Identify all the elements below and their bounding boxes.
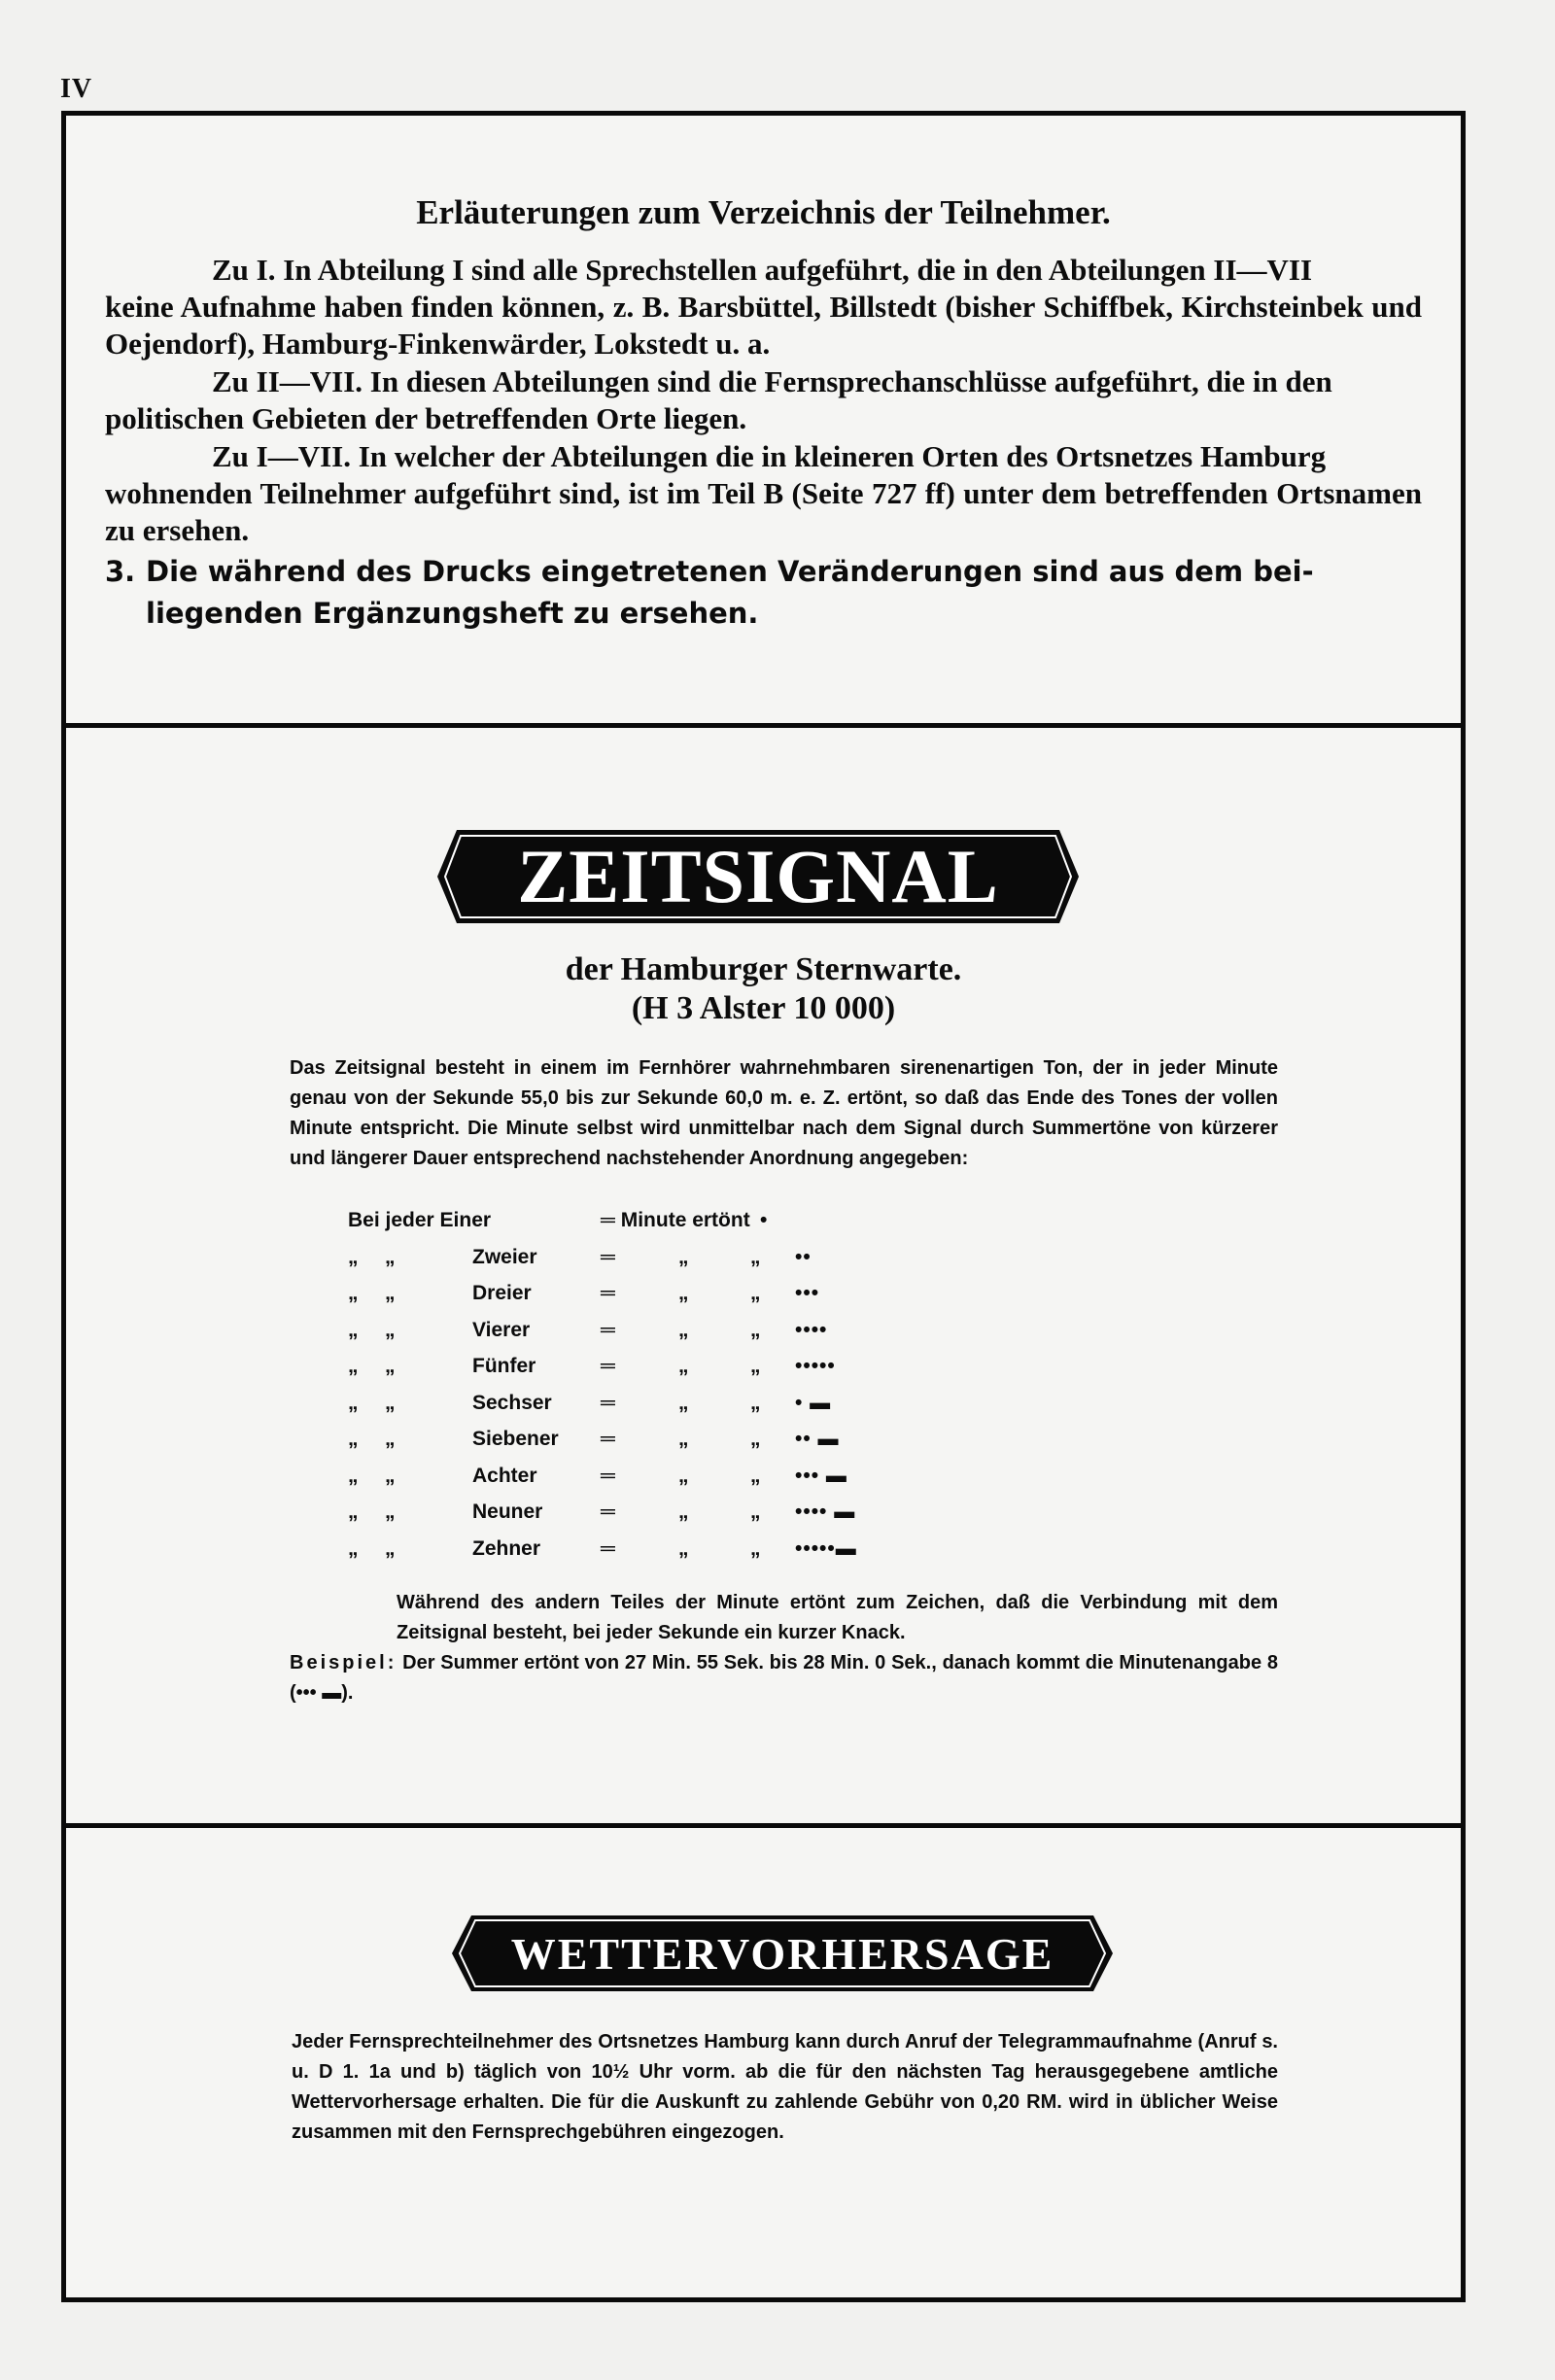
signal-row-ditto: „ xyxy=(678,1428,689,1450)
wettervorhersage-banner-text: WETTERVORHERSAGE xyxy=(510,1928,1054,1979)
signal-row-ditto: „ xyxy=(750,1536,761,1560)
supplement-note-line2: liegenden Ergänzungsheft zu ersehen. xyxy=(146,597,759,630)
paragraph-zu-i-vii-lead: Zu I—VII. In welcher der Abteilungen die in kleineren Orten des Ortsnetzes Hamburg xyxy=(212,439,1327,473)
signal-row-name: Sechser xyxy=(472,1391,552,1414)
paragraph-zu-i-vii-rest: wohnenden Teilnehmer aufgeführt sind, ist im Teil B (Seite 727 ff) unter dem betreffenden Ortsnamen zu ersehen. xyxy=(105,476,1422,547)
signal-row-signal: • xyxy=(760,1209,769,1231)
signal-row-ditto: „ xyxy=(678,1355,689,1377)
signal-row-ditto: „ xyxy=(678,1318,689,1341)
paragraph-zu-i-lead: Zu I. In Abteilung I sind alle Sprechstellen aufgeführt, die in den Abteilungen II—VII xyxy=(212,253,1313,287)
zeitsignal-intro: Das Zeitsignal besteht in einem im Fernhörer wahrnehmbaren sirenenartigen Ton, der in jeder Minute genau von der Sekunde 55,0 bis zur Sekunde 60,0 m. e. Z. ertönt, so daß das Ende des Tones der vollen Minute entspricht. Die Minute selbst wird unmittelbar nach dem Signal durch Summertöne von kürzerer und längerer Dauer entsprechend nachstehender Anordnung angegeben: xyxy=(290,1057,1278,1169)
zeitsignal-section xyxy=(66,723,1461,1828)
signal-row-ditto: „ xyxy=(385,1500,396,1523)
zeitsignal-banner-text: ZEITSIGNAL xyxy=(517,834,999,918)
signal-row-ditto: „ xyxy=(750,1282,761,1304)
signal-row-ditto: „ xyxy=(348,1500,359,1523)
signal-row-ditto: „ xyxy=(385,1355,396,1377)
signal-row-ditto: „ xyxy=(385,1464,396,1487)
signal-row-ditto: „ xyxy=(750,1500,761,1523)
signal-row-signal: ••••• xyxy=(795,1355,836,1377)
signal-row-name: Vierer xyxy=(472,1318,531,1341)
signal-row-ditto: „ xyxy=(385,1245,396,1268)
signal-row-ditto: „ xyxy=(750,1318,761,1341)
signal-row-ditto: „ xyxy=(750,1391,761,1414)
signal-row-ditto: „ xyxy=(348,1464,359,1487)
signal-row-name: Zweier xyxy=(472,1245,537,1268)
signal-row-equals: ═ Minute ertönt xyxy=(601,1209,750,1231)
signal-row-signal: ••• xyxy=(795,1282,820,1304)
signal-row-signal: ••• ▬ xyxy=(795,1464,847,1487)
zeitsignal-outro-text: Während des andern Teiles der Minute ertönt zum Zeichen, daß die Verbindung mit dem Zeitsignal besteht, bei jeder Sekunde ein kurzer Knack. xyxy=(397,1592,1278,1643)
signal-row-ditto: „ xyxy=(348,1282,359,1304)
signal-row-name: Dreier xyxy=(472,1282,532,1304)
zeitsignal-subtitle: der Hamburger Sternwarte. xyxy=(565,951,962,987)
signal-row-signal: •••• xyxy=(795,1318,828,1341)
supplement-note-line1: Die während des Drucks eingetretenen Veränderungen sind aus dem bei- xyxy=(146,555,1314,588)
supplement-note xyxy=(105,551,1422,635)
signal-row-signal: • ▬ xyxy=(795,1391,832,1414)
signal-row-equals: ═ xyxy=(601,1355,615,1377)
zeitsignal-example xyxy=(290,1648,1278,1708)
paragraph-zu-ii-vii-rest: politischen Gebieten der betreffenden Orte liegen. xyxy=(105,401,747,435)
paragraph-zu-i xyxy=(105,252,1422,362)
signal-row-name: Siebener xyxy=(472,1428,559,1450)
paragraph-zu-ii-vii xyxy=(105,363,1422,437)
signal-row-ditto: „ xyxy=(385,1282,396,1304)
signal-row-name: Neuner xyxy=(472,1500,543,1523)
wettervorhersage-banner xyxy=(452,1915,1113,1991)
signal-row-ditto: „ xyxy=(348,1536,359,1560)
zeitsignal-banner xyxy=(437,830,1079,923)
explanations-section xyxy=(66,116,1461,723)
signal-row-signal: •• ▬ xyxy=(795,1428,840,1450)
wettervorhersage-section xyxy=(66,1823,1461,2297)
signal-row-equals: ═ xyxy=(601,1318,615,1341)
zeitsignal-example-text: Der Summer ertönt von 27 Min. 55 Sek. bis 28 Min. 0 Sek., danach kommt die Minutenangabe 8 (••• ▬). xyxy=(290,1652,1278,1704)
signal-row-ditto: „ xyxy=(678,1464,689,1487)
signal-row-ditto: „ xyxy=(678,1500,689,1523)
signal-row-equals: ═ xyxy=(601,1428,615,1450)
signal-row-ditto: „ xyxy=(750,1428,761,1450)
zeitsignal-example-label: Beispiel: xyxy=(290,1652,397,1673)
signal-row-equals: ═ xyxy=(601,1245,615,1268)
zeitsignal-outro xyxy=(290,1588,1278,1708)
page-frame xyxy=(61,111,1466,2302)
signal-row-equals: ═ xyxy=(601,1391,615,1414)
signal-row-equals: ═ xyxy=(601,1464,615,1487)
supplement-note-number: 3. xyxy=(105,555,136,588)
signal-row-ditto: „ xyxy=(750,1245,761,1268)
signal-row-equals: ═ xyxy=(601,1282,615,1304)
signal-row-ditto: „ xyxy=(678,1282,689,1304)
signal-row-ditto: „ xyxy=(385,1428,396,1450)
signal-row-ditto: „ xyxy=(385,1536,396,1560)
signal-row-name: Zehner xyxy=(472,1536,541,1560)
signal-row-ditto: „ xyxy=(678,1536,689,1560)
signal-row-ditto: „ xyxy=(348,1355,359,1377)
wettervorhersage-text: Jeder Fernsprechteilnehmer des Ortsnetzes Hamburg kann durch Anruf der Telegrammaufnahme (Anruf s. u. D 1. 1a und b) täglich von 10½ Uhr vorm. ab die für den nächsten Tag herausgegebene amtliche Wettervorhersage erhalten. Die für die Auskunft zu zahlende Gebühr von 0,20 RM. wird in üblicher Weise zusammen mit den Fernsprechgebühren eingezogen. xyxy=(292,2031,1278,2143)
signal-row-ditto: „ xyxy=(385,1391,396,1414)
signal-row-equals: ═ xyxy=(601,1536,615,1560)
signal-row-prefix: Bei jeder Einer xyxy=(348,1209,492,1231)
signal-row-ditto: „ xyxy=(348,1245,359,1268)
signal-row-equals: ═ xyxy=(601,1500,615,1523)
paragraph-zu-i-rest: keine Aufnahme haben finden können, z. B. Barsbüttel, Billstedt (bisher Schiffbek, Kirchsteinbek und Oejendorf), Hamburg-Finkenwärder, Lokstedt u. a. xyxy=(105,290,1422,361)
explanations-heading: Erläuterungen zum Verzeichnis der Teilnehmer. xyxy=(416,193,1111,231)
signal-row-ditto: „ xyxy=(348,1318,359,1341)
signal-row-signal: •• xyxy=(795,1245,812,1268)
paragraph-zu-ii-vii-lead: Zu II—VII. In diesen Abteilungen sind die Fernsprechanschlüsse aufgeführt, die in den xyxy=(212,364,1332,398)
zeitsignal-phone: (H 3 Alster 10 000) xyxy=(631,990,896,1026)
signal-row-signal: •••••▬ xyxy=(795,1536,857,1560)
signal-row-signal: •••• ▬ xyxy=(795,1500,856,1523)
paragraph-zu-i-vii xyxy=(105,438,1422,549)
signal-row-ditto: „ xyxy=(348,1391,359,1414)
signal-row-ditto: „ xyxy=(678,1391,689,1414)
signal-row-ditto: „ xyxy=(385,1318,396,1341)
signal-row-name: Achter xyxy=(472,1464,537,1487)
signal-row-ditto: „ xyxy=(750,1355,761,1377)
signal-row-ditto: „ xyxy=(678,1245,689,1268)
signal-row-ditto: „ xyxy=(348,1428,359,1450)
signal-row-name: Fünfer xyxy=(472,1355,536,1377)
signal-row-ditto: „ xyxy=(750,1464,761,1487)
page-number: IV xyxy=(60,74,93,104)
